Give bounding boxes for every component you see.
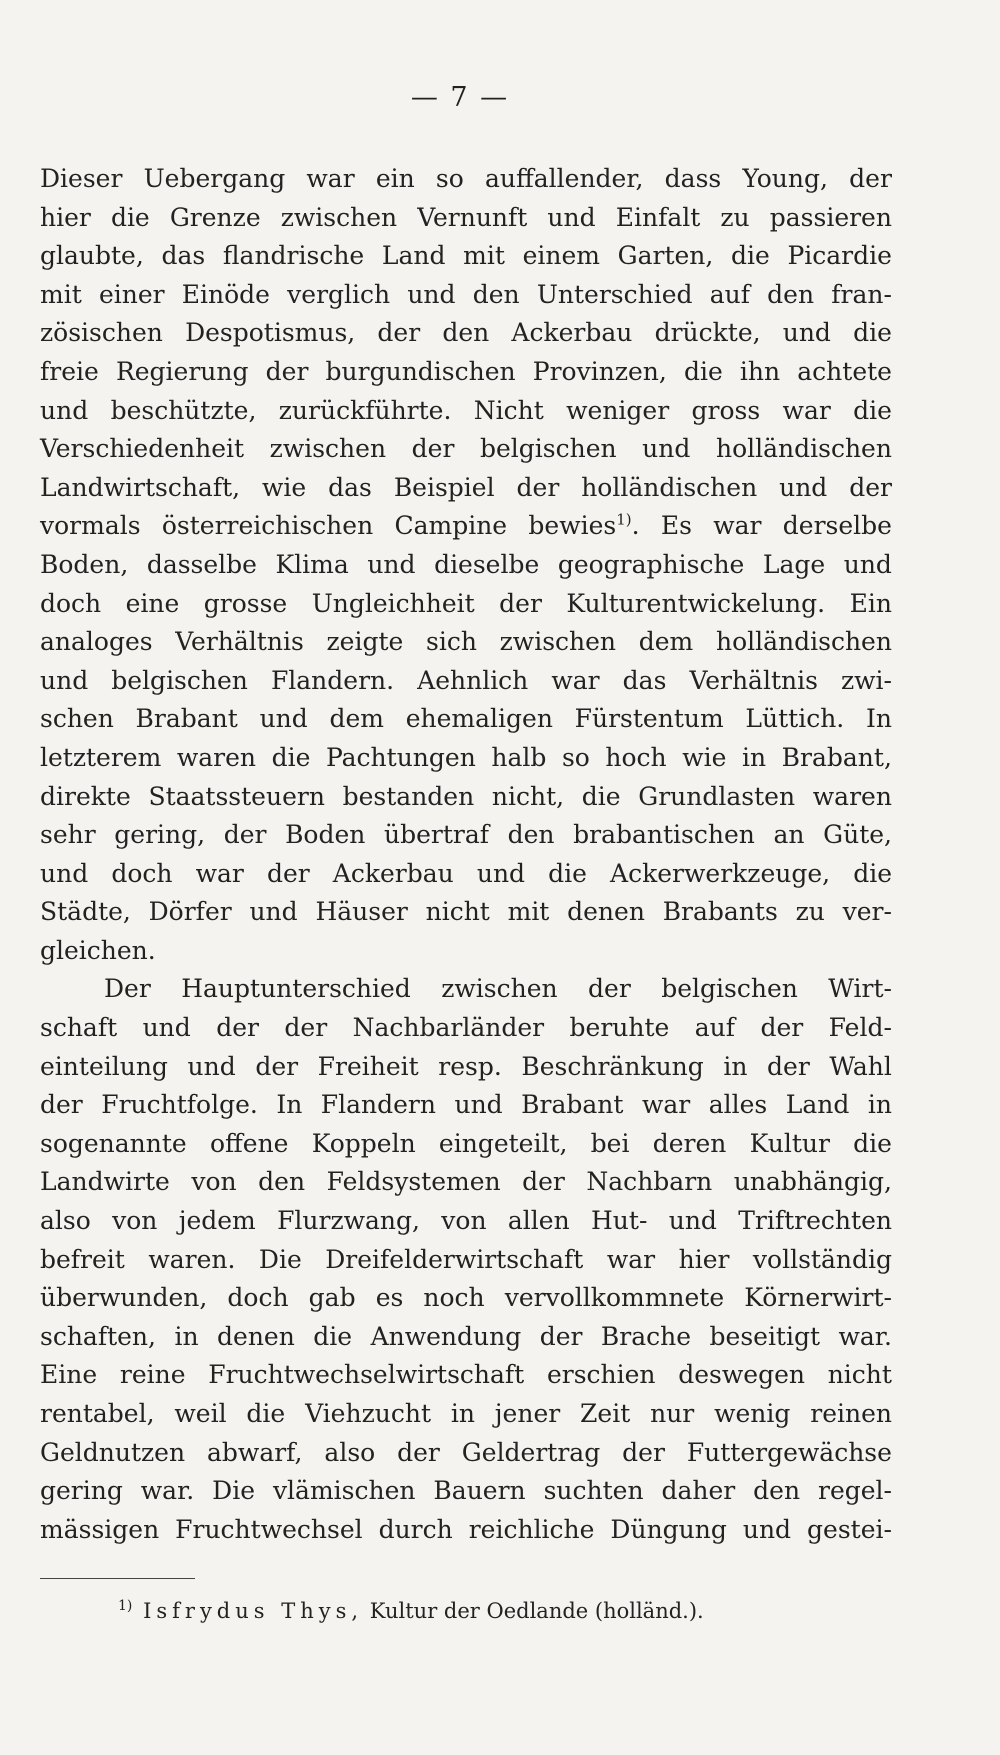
text-line: sehr gering, der Boden übertraf den brabantischen an Güte, xyxy=(40,820,892,850)
text-line: schen Brabant und dem ehemaligen Fürstentum Lüttich. In xyxy=(40,704,892,734)
text-line: Städte, Dörfer und Häuser nicht mit denen Brabants zu ver- xyxy=(40,897,892,927)
text-line: direkte Staatssteuern bestanden nicht, die Grundlasten waren xyxy=(40,781,892,811)
body-text xyxy=(40,160,892,1549)
text-line: gleichen. xyxy=(40,935,156,965)
footnote-text: Kultur der Oedlande (holländ.). xyxy=(369,1599,704,1623)
paragraph-2 xyxy=(40,970,892,1549)
text-line: überwunden, doch gab es noch vervollkommnete Körnerwirt- xyxy=(40,1283,892,1313)
text-line: Eine reine Fruchtwechselwirtschaft erschien deswegen nicht xyxy=(40,1360,892,1390)
paragraph-1 xyxy=(40,160,892,970)
footnote-reference[interactable]: 1) xyxy=(616,511,632,530)
text-line: Dieser Uebergang war ein so auffallender, dass Young, der xyxy=(40,164,892,193)
text-line: Landwirte von den Feldsystemen der Nachbarn unabhängig, xyxy=(40,1167,892,1197)
text-line: Der Hauptunterschied zwischen der belgischen Wirt- xyxy=(104,974,892,1004)
footnote-author: Isfrydus Thys, xyxy=(143,1599,364,1623)
text-line: schaften, in denen die Anwendung der Brache beseitigt war. xyxy=(40,1321,892,1351)
text-line: mit einer Einöde verglich und den Unterschied auf den fran- xyxy=(40,279,892,309)
text-line: rentabel, weil die Viehzucht in jener Zeit nur wenig reinen xyxy=(40,1399,892,1428)
footnote-divider xyxy=(40,1578,195,1579)
text-line: also von jedem Flurzwang, von allen Hut- und Triftrechten xyxy=(40,1206,892,1236)
text-line: der Fruchtfolge. In Flandern und Brabant war alles Land in xyxy=(40,1090,892,1120)
text-line: vormals österreichischen Campine bewies$^{1)}$. Es war derselbe xyxy=(40,511,892,541)
text-line: befreit waren. Die Dreifelderwirtschaft war hier vollständig xyxy=(40,1244,892,1274)
text-line: und doch war der Ackerbau und die Ackerwerkzeuge, die xyxy=(40,858,892,888)
footnote xyxy=(118,1595,704,1627)
text-line: einteilung und der Freiheit resp. Beschränkung in der Wahl xyxy=(40,1051,892,1081)
text-line: doch eine grosse Ungleichheit der Kulturentwickelung. Ein xyxy=(40,588,892,618)
text-line: schaft und der der Nachbarländer beruhte auf der Feld- xyxy=(40,1013,892,1043)
text-line: gering war. Die vlämischen Bauern suchten daher den regel- xyxy=(40,1476,892,1506)
text-line: sogenannte offene Koppeln eingeteilt, bei deren Kultur die xyxy=(40,1128,892,1158)
page-number: — 7 — xyxy=(410,82,510,113)
text-line: und belgischen Flandern. Aehnlich war das Verhältnis zwi- xyxy=(40,665,892,695)
text-line: und beschützte, zurückführte. Nicht weniger gross war die xyxy=(40,395,892,425)
text-line: freie Regierung der burgundischen Provinzen, die ihn achtete xyxy=(40,356,892,386)
text-line: hier die Grenze zwischen Vernunft und Einfalt zu passieren xyxy=(40,202,892,232)
text-line: Boden, dasselbe Klima und dieselbe geographische Lage und xyxy=(40,549,892,579)
text-line: Landwirtschaft, wie das Beispiel der holländischen und der xyxy=(40,472,892,502)
text-line: letzterem waren die Pachtungen halb so hoch wie in Brabant, xyxy=(40,742,892,772)
footnote-marker: 1) xyxy=(118,1598,133,1614)
text-line: Geldnutzen abwarf, also der Geldertrag der Futtergewächse xyxy=(40,1437,892,1467)
text-line: mässigen Fruchtwechsel durch reichliche Düngung und gestei- xyxy=(40,1514,892,1544)
text-line: zösischen Despotismus, der den Ackerbau drückte, und die xyxy=(40,318,892,348)
text-line: glaubte, das flandrische Land mit einem Garten, die Picardie xyxy=(40,241,892,271)
text-line: Verschiedenheit zwischen der belgischen und holländischen xyxy=(40,434,892,464)
text-line: analoges Verhältnis zeigte sich zwischen dem holländischen xyxy=(40,627,892,657)
